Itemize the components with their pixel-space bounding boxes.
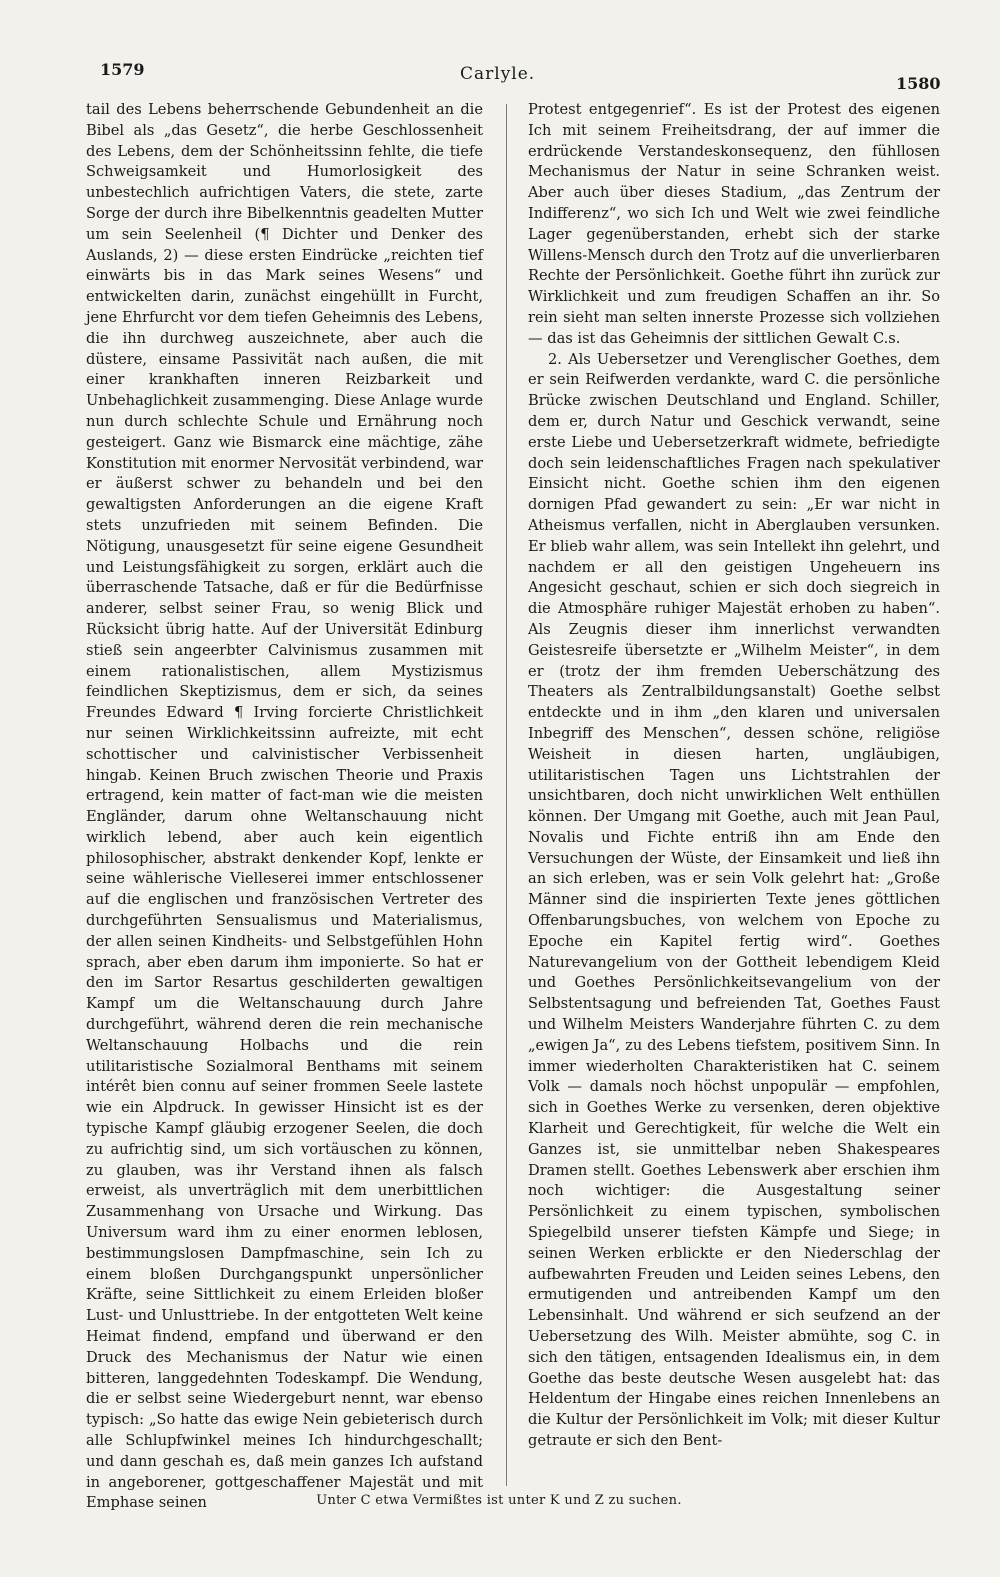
paragraph: Protest entgegenrief“. Es ist der Protest des eigenen Ich mit seinem Freiheitsdrang, der auf immer die erdrückende Verstandeskonsequenz, den fühllosen Mechanismus der Natur in seine Schranken weist. Aber auch über dieses Stadium, „das Zentrum der Indifferenz“, wo sich Ich und Welt wie zwei feindliche Lager gegenüberstanden, erhebt sich der starke Willens-Mensch durch den Trotz auf die unverlierbaren Rechte der Persönlichkeit. Goethe führt ihn zurück zur Wirklichkeit und zum freudigen Schaffen an ihr. So rein sieht man selten innerste Prozesse sich vollziehen — das ist das Geheimnis der sittlichen Gewalt C.s. xyxy=(528,101,940,347)
right-column xyxy=(528,100,940,1485)
left-column xyxy=(86,100,483,1512)
paragraph: 2. Als Uebersetzer und Verenglischer Goethes, dem er sein Reifwerden verdankte, ward C. die persönliche Brücke zwischen Deutschland und England. Schiller, dem er, durch Natur und Geschick verwandt, seine erste Liebe und Uebersetzerkraft widmete, befriedigte doch sein leidenschaftliches Fragen nach spekulativer Einsicht nicht. Goethe schien ihm den eigenen dornigen Pfad gewandert zu sein: „Er war nicht in Atheismus verfallen, nicht in Aberglauben versunken. Er blieb wahr allem, was sein Intellekt ihn gelehrt, und nachdem er all den geistigen Ungeheuern ins Angesicht geschaut, schien er sich doch siegreich in die Atmosphäre ruhiger Majestät erhoben zu haben“. Als Zeugnis dieser ihm innerlichst verwandten Geistesreife übersetzte er „Wilhelm Meister“, in dem er (trotz der ihm fremden Ueberschätzung des Theaters als Zentralbildungsanstalt) Goethe selbst entdeckte und in ihm „den klaren und universalen Inbegriff des Menschen“, dessen schöne, religiöse Weisheit in diesen harten, ungläubigen, utilitaristischen Tagen uns Lichtstrahlen der unsichtbaren, doch nicht unwirklichen Welt enthüllen können. Der Umgang mit Goethe, auch mit Jean Paul, Novalis und Fichte entriß ihn am Ende den Versuchungen der Wüste, der Einsamkeit und ließ ihn an sich erleben, was er sein Volk gelehrt hat: „Große Männer sind die inspirierten Texte jenes göttlichen Offenbarungsbuches, von welchem von Epoche zu Epoche ein Kapitel fertig wird“. Goethes Naturevangelium von der Gottheit lebendigem Kleid und Goethes Persönlichkeitsevangelium von der Selbstentsagung und befreienden Tat, Goethes Faust und Wilhelm Meisters Wanderjahre führten C. zu dem „ewigen Ja“, zu des Lebens tiefstem, positivem Sinn. In immer wiederholten Charakteristiken hat C. seinem Volk — damals noch höchst unpopulär — empfohlen, sich in Goethes Werke zu versenken, deren objektive Klarheit und Gerechtigkeit, für welche die Welt ein Ganzes ist, sie unmittelbar neben Shakespeares Dramen stellt. Goethes Lebenswerk aber erschien ihm noch wichtiger: die Ausgestaltung seiner Persönlichkeit zu einem typischen, symbolischen Spiegelbild unserer tiefsten Kämpfe und Siege; in seinen Werken erblickte er den Niederschlag der aufbewahrten Freuden und Leiden seines Lebens, den ermutigenden und antreibenden Kampf um den Lebensinhalt. Und während er sich seufzend an der Uebersetzung des Wilh. Meister abmühte, sog C. in sich den tätigen, entsagenden Idealismus ein, in dem Goethe das beste deutsche Wesen ausgelebt hat: das Heldentum der Hingabe eines reichen Innenlebens an die Kultur der Persönlichkeit im Volk; mit dieser Kultur getraute er sich den Bent- xyxy=(528,350,940,1449)
left-page-number: 1579 xyxy=(100,60,145,79)
footer-note: Unter C etwa Vermißtes ist unter K und Z zu suchen. xyxy=(316,1493,682,1508)
paragraph: tail des Lebens beherrschende Gebundenheit an die Bibel als „das Gesetz“, die herbe Geschlossenheit des Lebens, dem der Schönheitssinn fehlte, die tiefe Schweigsamkeit und Humorlosigkeit des unbestechlich aufrichtigen Vaters, die stete, zarte Sorge der durch ihre Bibelkenntnis geadelten Mutter um sein Seelenheil (¶ Dichter und Denker des Auslands, 2) — diese ersten Eindrücke „reichten tief einwärts bis in das Mark seines Wesens“ und entwickelten darin, zunächst eingehüllt in Furcht, jene Ehrfurcht vor dem tiefen Geheimnis des Lebens, die ihn durchweg auszeichnete, aber auch die düstere, einsame Passivität nach außen, die mit einer krankhaften inneren Reizbarkeit und Unbehaglichkeit zusammenging. Diese Anlage wurde nun durch schlechte Schule und Ernährung noch gesteigert. Ganz wie Bismarck eine mächtige, zähe Konstitution mit enormer Nervosität verbindend, war er äußerst schwer zu behandeln und bei den gewaltigsten Anforderungen an die eigene Kraft stets unzufrieden mit seinem Befinden. Die Nötigung, unausgesetzt für seine eigene Gesundheit und Leistungsfähigkeit zu sorgen, erklärt auch die überraschende Tatsache, daß er für die Bedürfnisse anderer, selbst seiner Frau, so wenig Blick und Rücksicht übrig hatte. Auf der Universität Edinburg stieß sein angeerbter Calvinismus zusammen mit einem rationalistischen, allem Mystizismus feindlichen Skeptizismus, dem er sich, da seines Freundes Edward ¶ Irving forcierte Christlichkeit nur seinen Wirklichkeitssinn aufreizte, mit echt schottischer und calvinistischer Verbissenheit hingab. Keinen Bruch zwischen Theorie und Praxis ertragend, kein matter of fact-man wie die meisten Engländer, darum ohne Weltanschauung nicht wirklich lebend, aber auch kein eigentlich philosophischer, abstrakt denkender Kopf, lenkte er seine wählerische Vielleserei immer entschlossener auf die englischen und französischen Vertreter des durchgeführten Sensualismus und Materialismus, der allen seinen Kindheits- und Selbstgefühlen Hohn sprach, aber eben darum ihm imponierte. So hat er den im Sartor Resartus geschilderten gewaltigen Kampf um die Weltanschauung durch Jahre durchgeführt, während deren die rein mechanische Weltanschauung Holbachs und die rein utilitaristische Sozialmoral Benthams mit seinem intérêt bien connu auf seiner frommen Seele lastete wie ein Alpdruck. In gewisser Hinsicht ist es der typische Kampf gläubig erzogener Seelen, die doch zu aufrichtig sind, um sich vortäuschen zu können, zu glauben, was ihr Verstand ihnen als falsch erweist, als unverträglich mit dem unerbittlichen Zusammenhang von Ursache und Wirkung. Das Universum ward ihm zu einer enormen leblosen, bestimmungslosen Dampfmaschine, sein Ich zu einem bloßen Durchgangspunkt unpersönlicher Kräfte, seine Sittlichkeit zu einem Erleiden bloßer Lust- und Unlusttriebe. In der entgotteten Welt keine Heimat findend, empfand und überwand er den Druck des Mechanismus der Natur wie einen bitteren, langgedehnten Todeskampf. Die Wendung, die er selbst seine Wiedergeburt nennt, war ebenso typisch: „So hatte das ewige Nein gebieterisch durch alle Schlupfwinkel meines Ich hindurchgeschallt; und dann geschah es, daß mein ganzes Ich aufstand in angeborener, gottgeschaffener Majestät und mit Emphase seinen xyxy=(86,101,483,1512)
page-title: Carlyle. xyxy=(460,64,536,84)
right-page-number: 1580 xyxy=(896,74,941,93)
column-divider xyxy=(506,104,507,1486)
